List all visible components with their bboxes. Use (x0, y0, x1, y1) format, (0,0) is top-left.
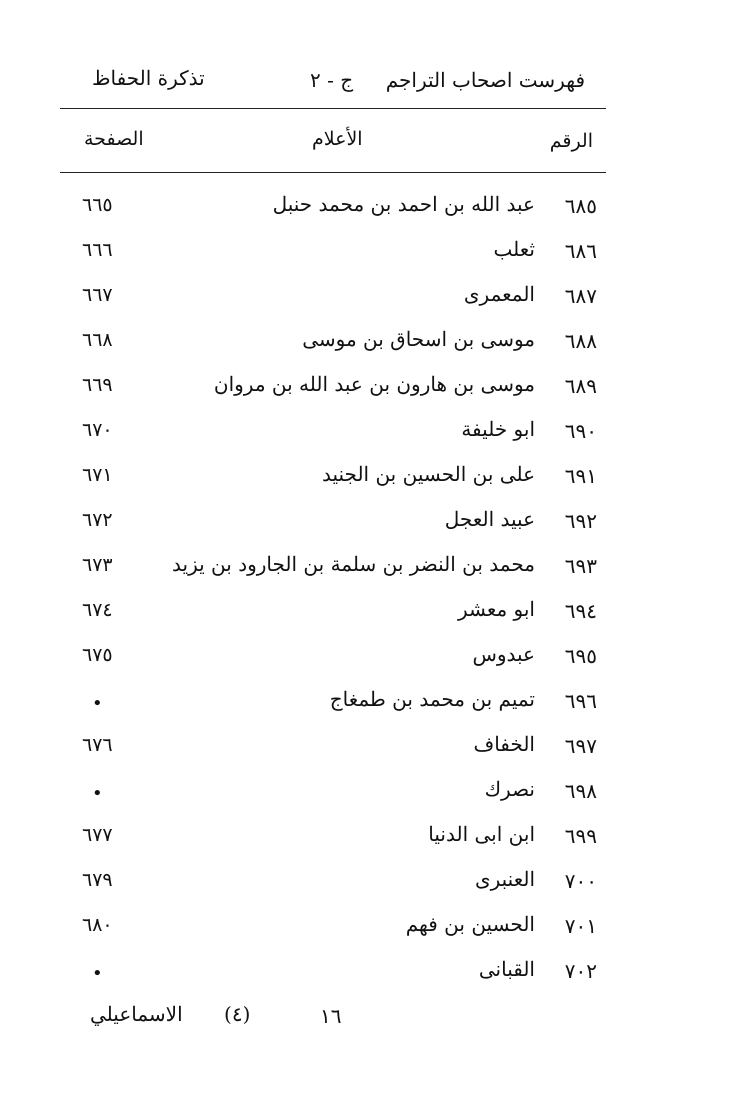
entry-number: ٦٩٨ (564, 779, 597, 803)
entry-page: ٦٦٨ (82, 329, 113, 351)
index-entry (0, 953, 745, 993)
entry-name: موسى بن هارون بن عبد الله بن مروان (213, 372, 535, 396)
volume-label: ج - ٢ (310, 68, 354, 92)
footer-page-number: ١٦ (320, 1004, 342, 1028)
footer-name: الاسماعيلي (90, 1002, 183, 1026)
entry-name: موسى بن اسحاق بن موسى (302, 327, 535, 351)
index-entry (0, 638, 745, 678)
entry-number: ٦٩٢ (564, 509, 597, 533)
entry-number: ٦٨٩ (564, 374, 597, 398)
entry-name: تميم بن محمد بن طمغاج (329, 687, 535, 711)
entry-name: محمد بن النضر بن سلمة بن الجارود بن يزيد (172, 552, 535, 576)
column-head-page: الصفحة (84, 128, 144, 150)
header-rule-top (60, 108, 606, 109)
column-head-names: الأعلام (312, 128, 363, 150)
entry-name: نصرك (484, 777, 535, 801)
index-entry (0, 683, 745, 723)
entry-page-ditto-mark: • (92, 693, 103, 714)
index-entry (0, 368, 745, 408)
index-entry (0, 188, 745, 228)
entry-number: ٦٩٩ (564, 824, 597, 848)
entry-number: ٦٩٣ (564, 554, 597, 578)
index-entry (0, 323, 745, 363)
entry-number: ٦٨٧ (564, 284, 597, 308)
entry-page: ٦٧١ (82, 464, 113, 486)
entry-page: ٦٧٦ (82, 734, 113, 756)
entry-page: ٦٧٧ (82, 824, 113, 846)
index-entry (0, 278, 745, 318)
entry-number: ٧٠٢ (564, 959, 597, 983)
entry-page: ٦٧٠ (82, 419, 113, 441)
index-entry (0, 503, 745, 543)
entry-page: ٦٧٢ (82, 509, 113, 531)
entry-page: ٦٦٧ (82, 284, 113, 306)
entry-page: ٦٦٦ (82, 239, 113, 261)
entry-page: ٦٦٩ (82, 374, 113, 396)
entry-number: ٦٨٨ (564, 329, 597, 353)
index-entry (0, 728, 745, 768)
index-entry (0, 773, 745, 813)
entry-page: ٦٦٥ (82, 194, 113, 216)
entry-number: ٦٩٥ (564, 644, 597, 668)
entry-number: ٦٩٠ (564, 419, 597, 443)
entry-name: القبانى (478, 957, 535, 981)
entry-number: ٦٩٧ (564, 734, 597, 758)
entry-name: على بن الحسين بن الجنيد (321, 462, 535, 486)
entry-name: ثعلب (493, 237, 535, 261)
entry-page: ٦٨٠ (82, 914, 113, 936)
entry-name: العنبرى (474, 867, 535, 891)
entry-number: ٦٩٦ (564, 689, 597, 713)
entry-name: الخفاف (473, 732, 535, 756)
entry-page-ditto-mark: • (92, 783, 103, 804)
entry-number: ٦٩٤ (564, 599, 597, 623)
entry-name: ابن ابى الدنيا (428, 822, 535, 846)
index-entry (0, 548, 745, 588)
header-rule-bottom (60, 172, 606, 173)
book-title: تذكرة الحفاظ (92, 66, 205, 90)
entry-name: الحسين بن فهم (405, 912, 535, 936)
entry-number: ٦٩١ (564, 464, 597, 488)
entry-name: عبد الله بن احمد بن محمد حنبل (272, 192, 535, 216)
index-entry (0, 863, 745, 903)
index-entry (0, 458, 745, 498)
index-entry (0, 593, 745, 633)
index-entry (0, 908, 745, 948)
entry-number: ٦٨٦ (564, 239, 597, 263)
entry-number: ٧٠٠ (564, 869, 597, 893)
index-entry (0, 413, 745, 453)
entry-page: ٦٧٩ (82, 869, 113, 891)
entry-name: عبيد العجل (444, 507, 535, 531)
index-entry (0, 818, 745, 858)
entry-page: ٦٧٤ (82, 599, 113, 621)
entry-page-ditto-mark: • (92, 963, 103, 984)
entry-name: عبدوس (472, 642, 535, 666)
entry-page: ٦٧٣ (82, 554, 113, 576)
index-title: فهرست اصحاب التراجم (385, 68, 585, 92)
entry-page: ٦٧٥ (82, 644, 113, 666)
entry-name: ابو معشر (457, 597, 535, 621)
index-entry (0, 233, 745, 273)
entry-name: ابو خليفة (461, 417, 535, 441)
entry-name: المعمرى (463, 282, 535, 306)
entry-number: ٧٠١ (564, 914, 597, 938)
column-head-number: الرقم (549, 130, 593, 152)
entry-number: ٦٨٥ (564, 194, 597, 218)
footer-number: (٤) (224, 1002, 251, 1026)
